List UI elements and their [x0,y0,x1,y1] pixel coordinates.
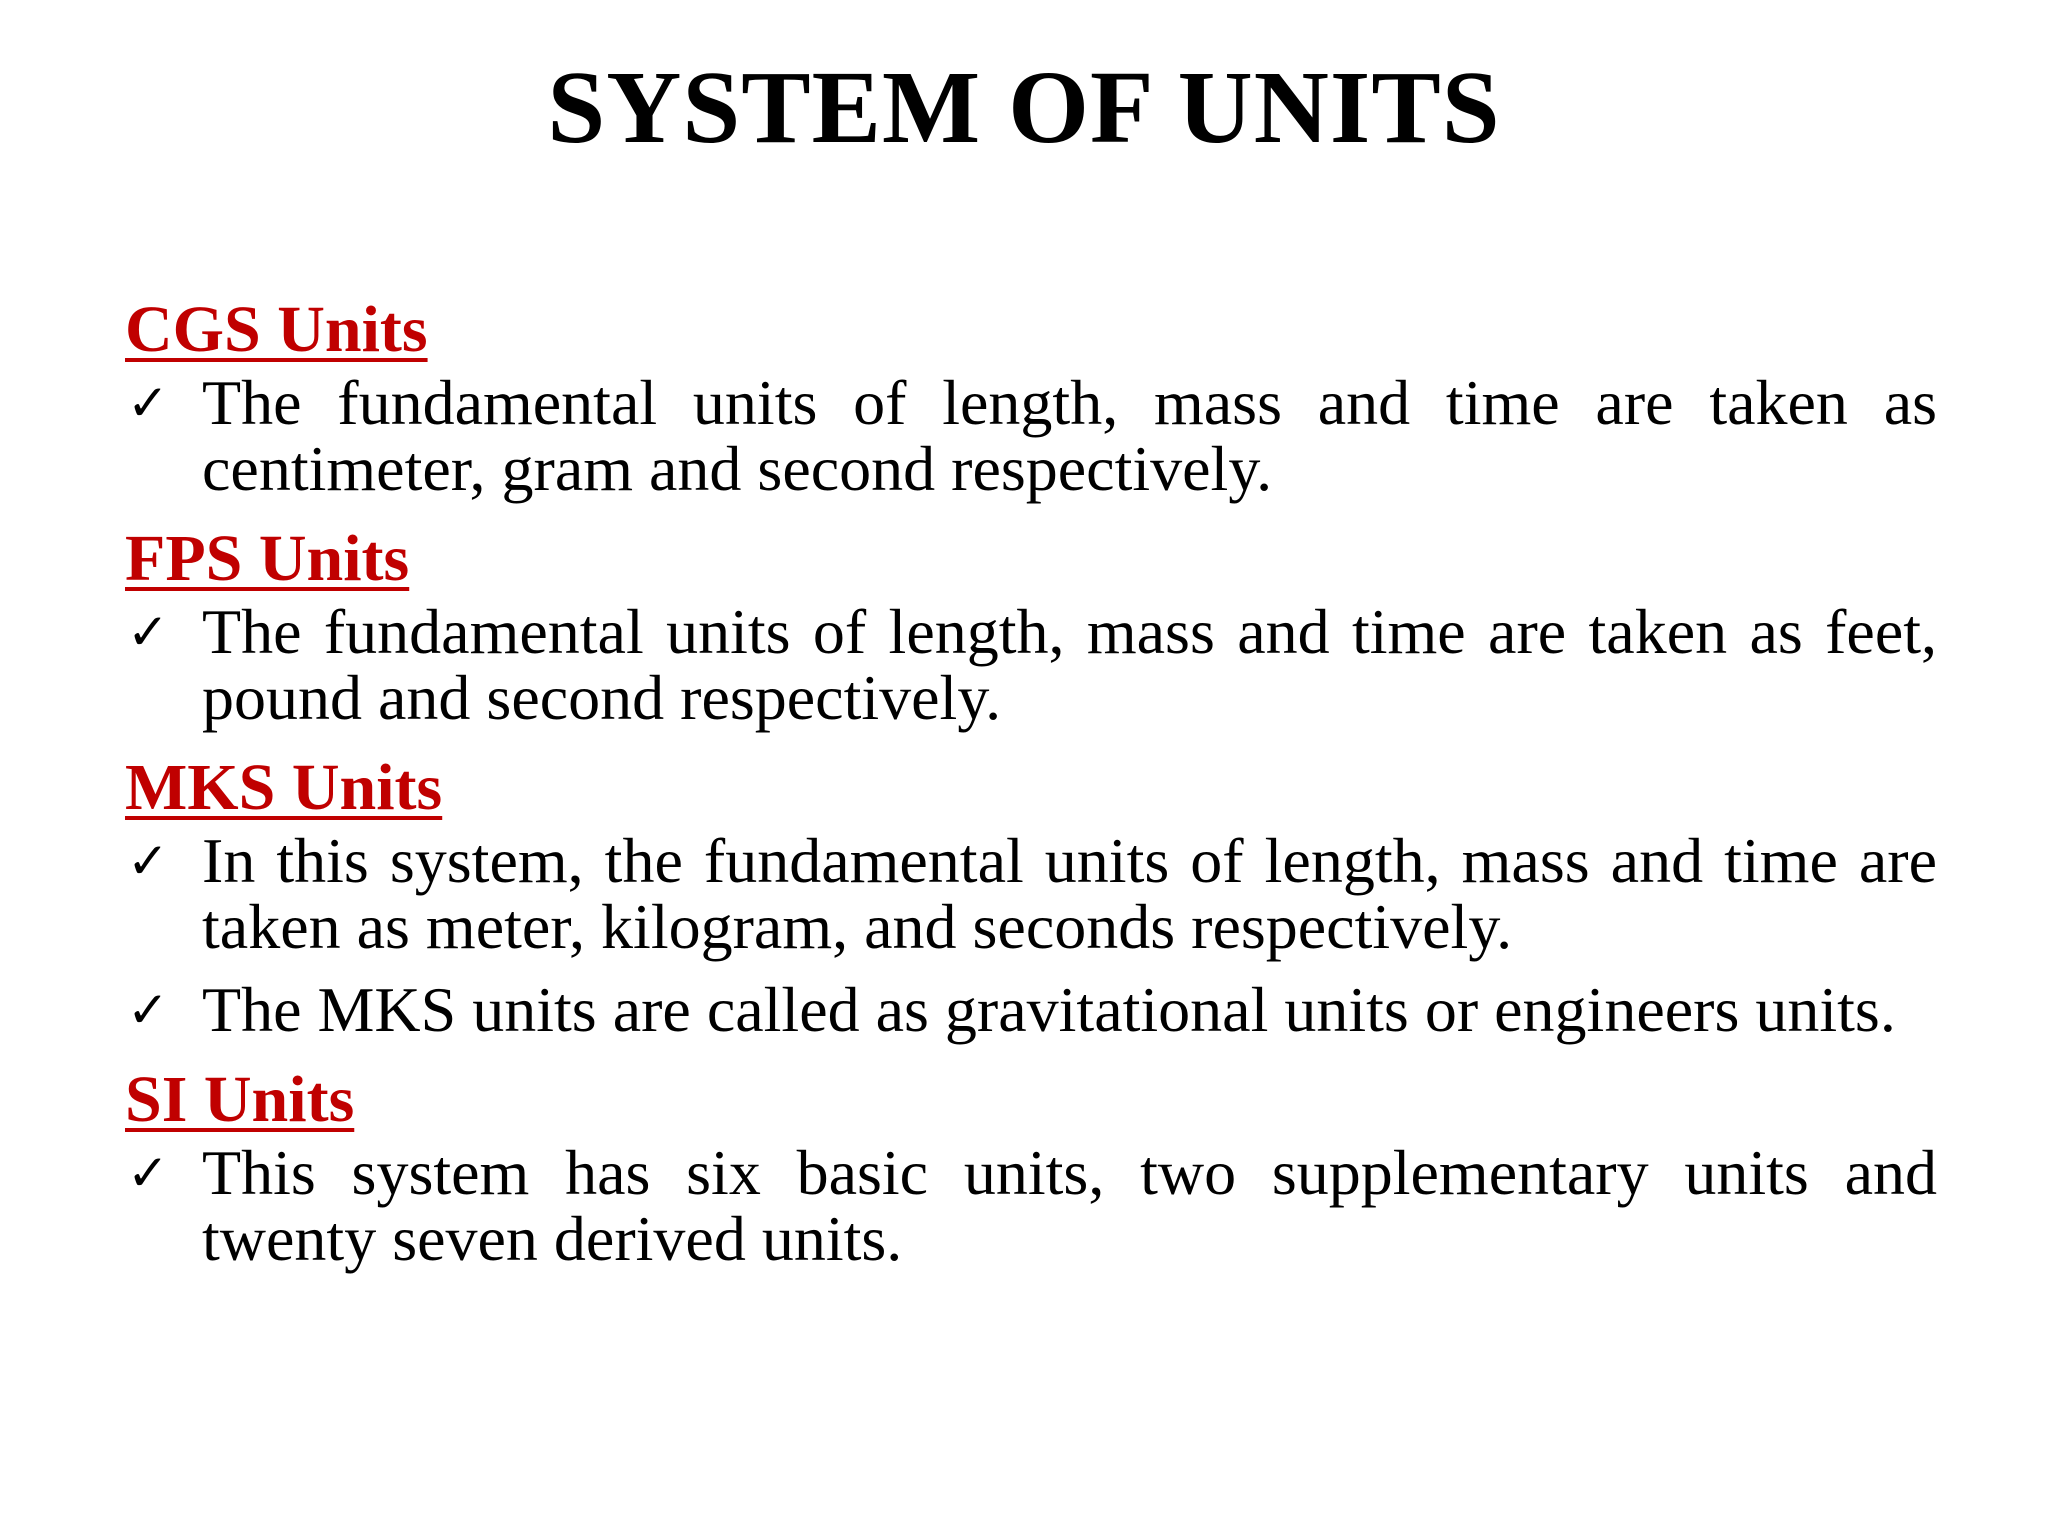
bullet-item [125,974,1937,1045]
bullet-item [125,596,1937,733]
section-cgs-units [125,290,1937,502]
bullet-item [125,367,1937,504]
check-mark-icon: ✓ [127,603,169,661]
section-heading: FPS Units [125,522,410,595]
section-heading: MKS Units [125,751,443,824]
check-mark-icon: ✓ [127,832,169,890]
bullet-text: This system has six basic units, two supplementary units and twenty seven derived units. [202,1137,1937,1274]
check-mark-icon: ✓ [127,374,169,432]
bullet-text: The fundamental units of length, mass and time are taken as centimeter, gram and second respectively. [202,367,1937,504]
section-heading: CGS Units [125,293,428,366]
bullet-text: The fundamental units of length, mass and time are taken as feet, pound and second respectively. [202,596,1937,733]
section-mks-units [125,748,1937,1043]
bullet-text: In this system, the fundamental units of length, mass and time are taken as meter, kilogram, and seconds respectively. [202,825,1937,962]
section-heading: SI Units [125,1063,355,1136]
bullet-item [125,1137,1937,1274]
check-mark-icon: ✓ [127,981,169,1039]
section-si-units [125,1060,1937,1272]
page-title: SYSTEM OF UNITS [547,50,1501,165]
slide-content [125,290,1937,1289]
section-fps-units [125,519,1937,731]
check-mark-icon: ✓ [127,1144,169,1202]
bullet-text: The MKS units are called as gravitational units or engineers units. [202,974,1896,1045]
bullet-item [125,825,1937,962]
